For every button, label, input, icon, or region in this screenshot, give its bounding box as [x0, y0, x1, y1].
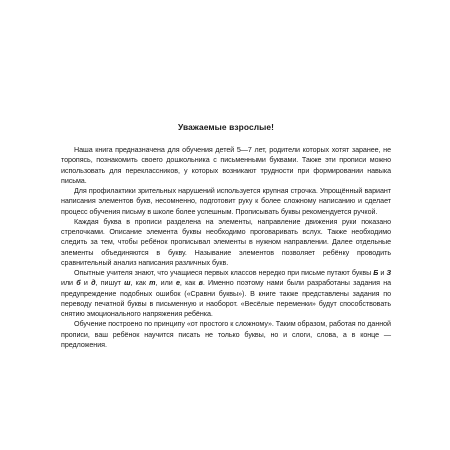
page-heading: Уважаемые взрослые!: [177, 122, 275, 132]
paragraph-vision: Для профилактики зрительных нарушений используется крупная строчка. Упрощённый вариант написания элементов букв, несомненно, подготовит руку к более сложному написанию и сделает процесс обучения письму в школе более успешным. Прописывать буквы рекомендуется ручкой.: [61, 187, 391, 216]
letter-glyph: ш: [124, 279, 131, 288]
paragraph-intro: Наша книга предназначена для обучения детей 5—7 лет, родители которых хотят заранее, не торопясь, познакомить своего дошкольника с письменными буквами. Также эти прописи можно использовать для переклассников, у которых возникают трудности при формировании навыка письма.: [61, 146, 391, 185]
paragraph-teachers: Опытные учителя знают, что учащиеся первых классов нередко при письме путают буквы Б и З или б и д, пишут ш, как т, или е, как в. Именно поэтому нами были разработаны задания на предупреждение подобных ошибок («Сравни буквы»). В книге также представлены задания по переводу печатной буквы в письменную и наоборот. «Весёлые переменки» будут способствовать снятию эмоционального напряжения ребёнка.: [61, 269, 392, 318]
letter-glyph: З: [386, 269, 391, 277]
document-page: [61, 122, 391, 350]
paragraph-elements: Каждая буква в прописи разделена на элементы, направление движения руки показано стрелочками. Описание элемента буквы необходимо проговаривать вслух. Также необходимо следить за тем, чтобы ребёнок прописывал элементы в нужном направлении. Далее отдельные элементы объединяются в букву. Называние элементов позволяет ребёнку проводить сравнительный анализ написания различных букв.: [61, 217, 391, 267]
letter-glyph: Б: [373, 269, 379, 277]
letter-glyph: е: [175, 279, 180, 288]
paragraph-principle: Обучение построено по принципу «от простого к сложному». Таким образом, работая по данной прописи, ваш ребёнок научится писать не только буквы, но и слоги, слова, а в конце — предложения.: [61, 320, 391, 349]
letter-glyph: в: [198, 279, 203, 288]
letter-glyph: д: [91, 279, 96, 288]
letter-glyph: б: [76, 279, 81, 288]
letter-glyph: т: [149, 279, 156, 288]
